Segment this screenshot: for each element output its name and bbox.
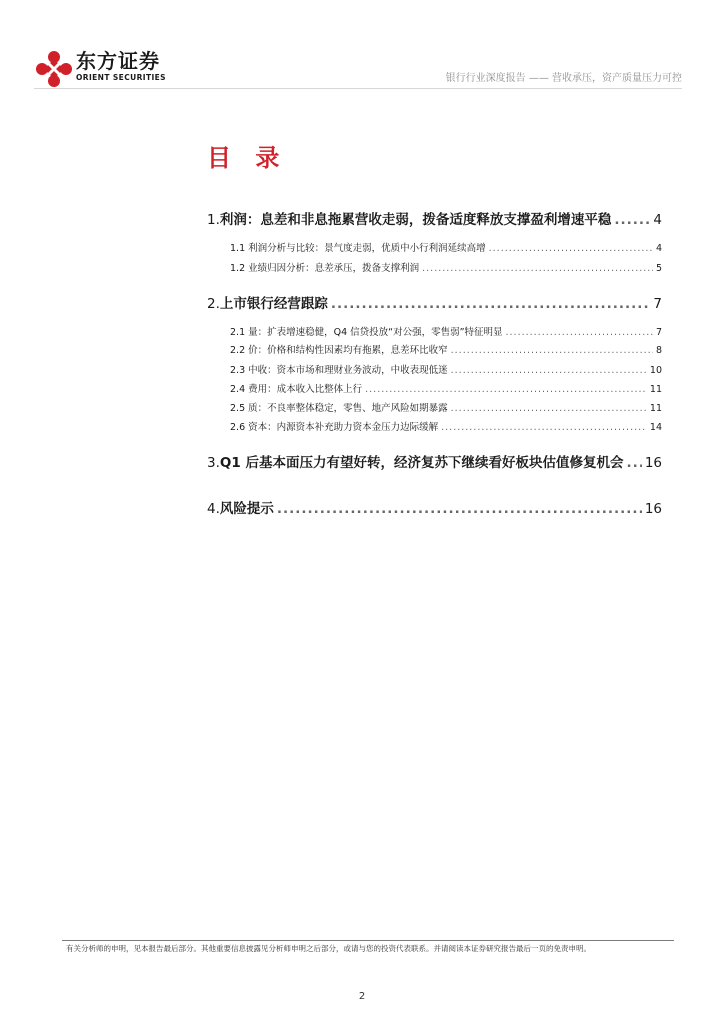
toc-leader-dots [626,454,641,472]
toc-entry-page: 4 [655,243,662,254]
toc-entry-2-6[interactable] [0,421,724,435]
toc-entry-page: 11 [649,403,662,414]
toc-entry-3[interactable] [0,454,724,472]
brand-name-cn: 东方证券 [76,49,160,73]
toc-heading: 目 录 [207,144,288,172]
toc-leader-dots [451,364,647,378]
toc-leader-dots [451,402,647,416]
toc-entry-page: 14 [649,422,662,433]
toc-entry-2-1[interactable] [0,326,724,340]
footer-divider [62,940,674,941]
toc-entry-title: 2.2 价：价格和结构性因素均有拖累，息差环比收窄 [230,345,448,356]
toc-entry-title: 1.2 业绩归因分析：息差承压，拨备支撑利润 [230,263,420,274]
toc-entry-2[interactable] [0,295,724,313]
toc-leader-dots [614,211,650,229]
toc-entry-title: 风险提示 [219,501,274,517]
toc-entry-page: 5 [655,263,662,274]
toc-entry-title: 2.4 费用：成本收入比整体上行 [230,384,363,395]
toc-entry-title: Q1 后基本面压力有望好转，经济复苏下继续看好板块估值修复机会 [219,455,624,471]
toc-entry-number: 3. [207,455,220,471]
toc-leader-dots [441,421,647,435]
toc-entry-number: 2. [207,296,220,312]
toc-entry-title: 上市银行经营跟踪 [219,296,328,312]
brand-name-en: ORIENT SECURITIES [76,73,166,82]
toc-entry-page: 4 [653,212,662,228]
toc-entry-1-1[interactable] [0,242,724,256]
footer-disclaimer: 有关分析师的申明，见本报告最后部分。其他重要信息披露见分析师申明之后部分，或请与您的投资代表联系。并请阅读本证券研究报告最后一页的免责申明。 [66,944,591,953]
toc-entry-page: 11 [649,384,662,395]
toc-entry-title: 1.1 利润分析与比较：景气度走弱，优质中小行利润延续高增 [230,243,486,254]
header-divider [34,88,682,89]
orient-securities-logo [34,49,74,89]
toc-entry-page: 8 [655,345,662,356]
toc-entry-page: 10 [649,365,662,376]
toc-entry-page: 7 [655,327,662,338]
toc-leader-dots [489,242,653,256]
toc-entry-title: 利润：息差和非息拖累营收走弱，拨备适度释放支撑盈利增速平稳 [219,212,612,228]
toc-entry-number: 1. [207,212,220,228]
toc-entry-title: 2.1 量：扩表增速稳健，Q4 信贷投放“对公强，零售弱”特征明显 [230,327,503,338]
toc-leader-dots [451,344,653,358]
toc-leader-dots [422,262,653,276]
toc-leader-dots [331,295,651,313]
toc-entry-title: 2.6 资本：内源资本补充助力资本金压力边际缓解 [230,422,439,433]
toc-entry-page: 16 [644,455,662,471]
toc-entry-title: 2.5 质：不良率整体稳定，零售、地产风险如期暴露 [230,403,448,414]
toc-entry-2-2[interactable] [0,344,724,358]
toc-entry-1[interactable] [0,211,724,229]
page-number: 2 [358,991,366,1002]
toc-leader-dots [506,326,653,340]
toc-entry-page: 16 [644,501,662,517]
toc-entry-4[interactable] [0,500,724,518]
toc-leader-dots [365,383,647,397]
report-title: 银行行业深度报告 —— 营收承压，资产质量压力可控 [445,73,682,84]
toc-entry-page: 7 [653,296,662,312]
toc-entry-2-5[interactable] [0,402,724,416]
toc-entry-title: 2.3 中收：资本市场和理财业务波动，中收表现低迷 [230,365,448,376]
toc-leader-dots [277,500,642,518]
toc-entry-1-2[interactable] [0,262,724,276]
toc-entry-2-4[interactable] [0,383,724,397]
toc-entry-2-3[interactable] [0,364,724,378]
toc-entry-number: 4. [207,501,220,517]
